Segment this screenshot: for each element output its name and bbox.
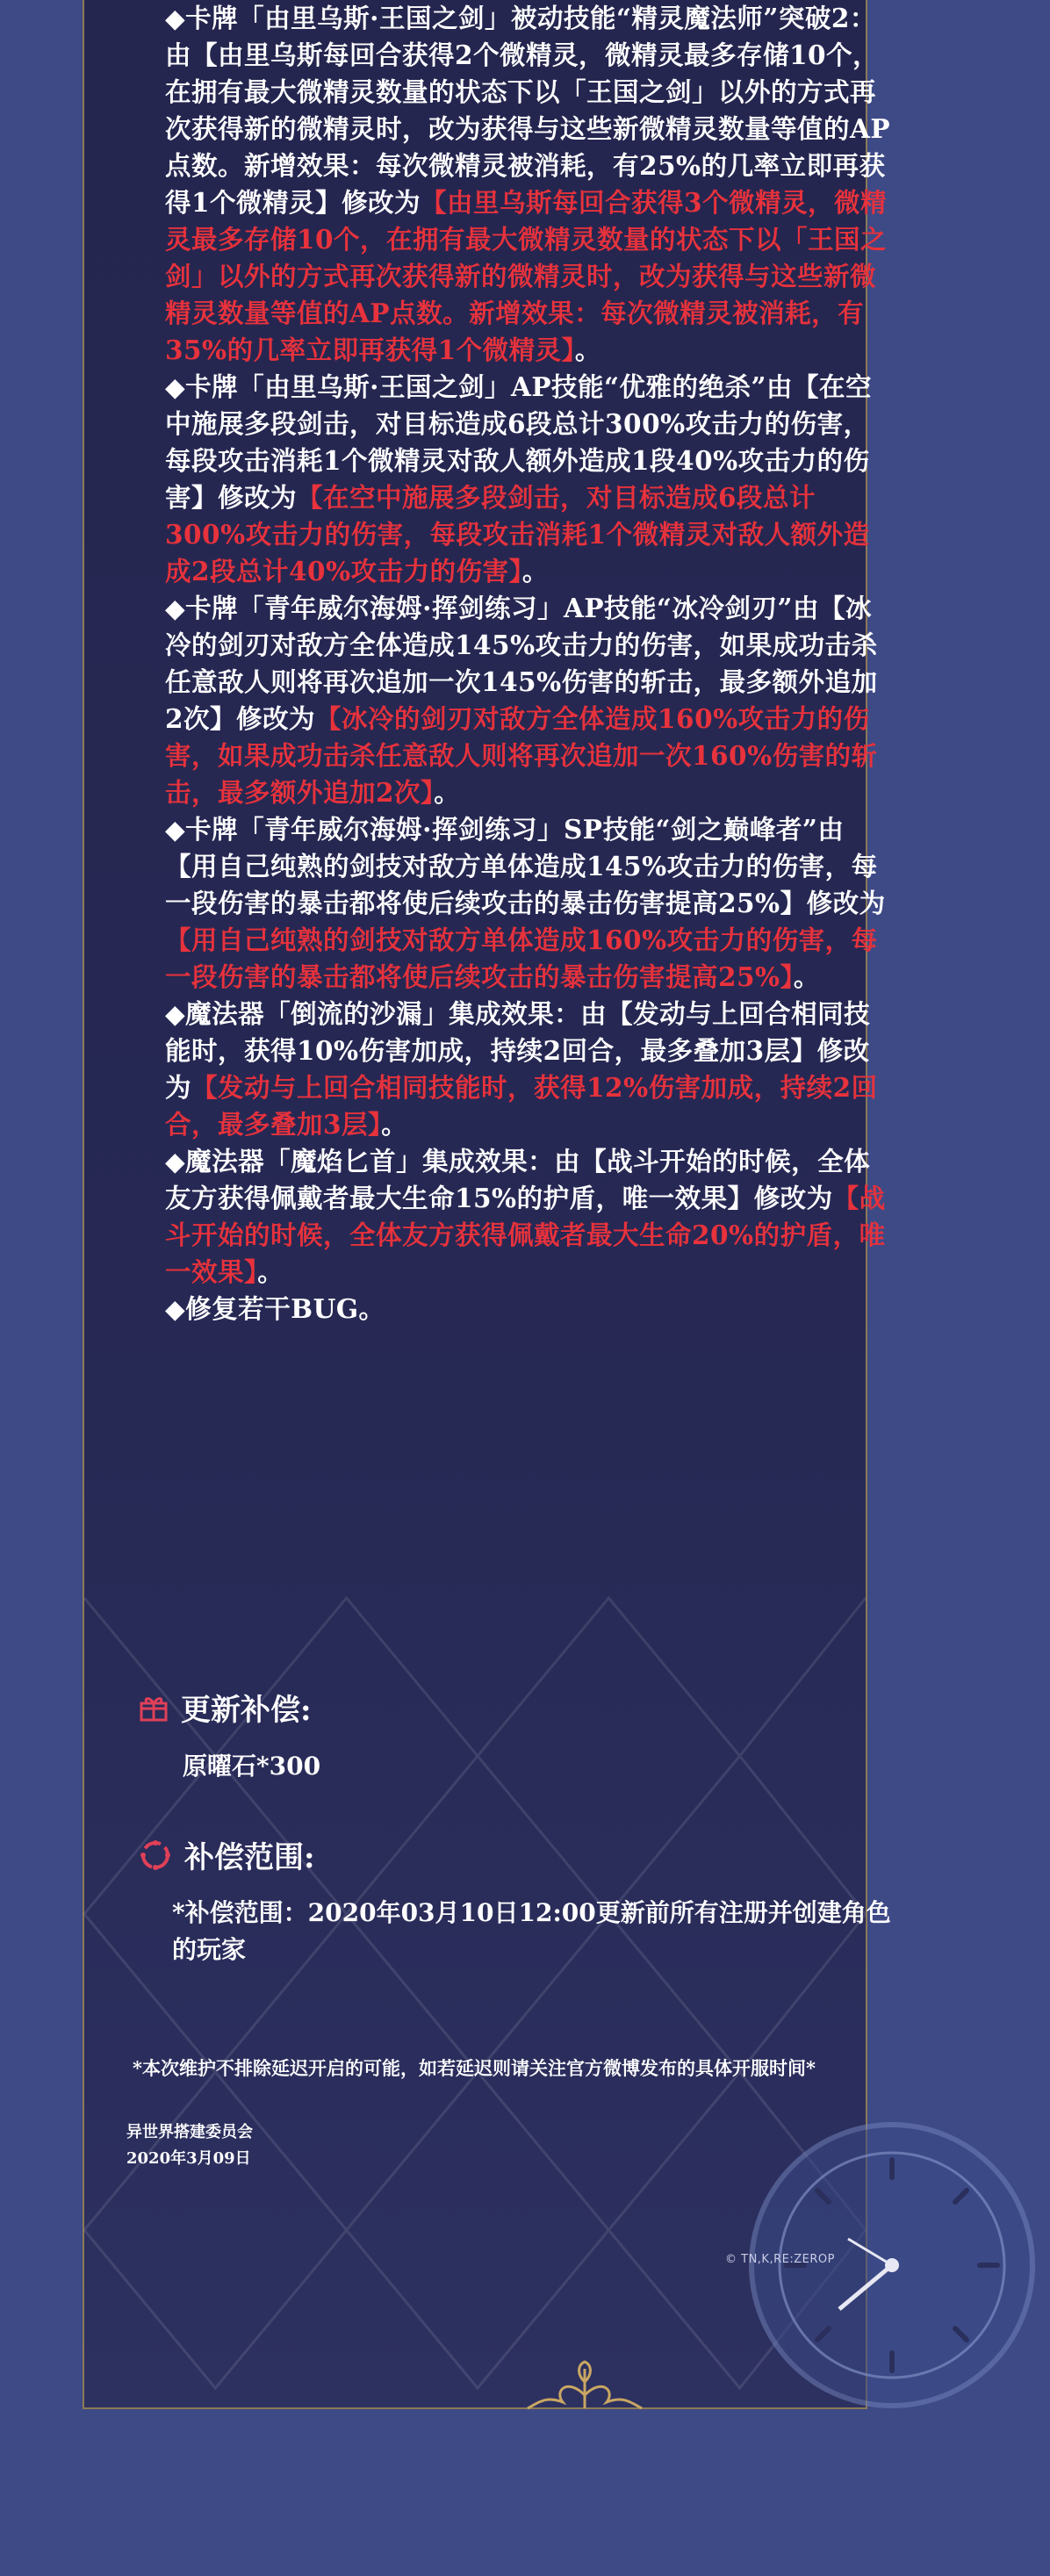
range-text: *补偿范围：2020年03月10日12:00更新前所有注册并创建角色的玩家 [172,1898,891,1964]
update-note [165,1143,894,1291]
note-new-value: 【冰冷的剑刃对敌方全体造成160%攻击力的伤害，如果成功击杀任意敌人则将再次追加一次160%伤害的斩击，最多额外追加2次】 [165,703,878,808]
update-note [165,996,894,1143]
update-note [165,811,894,996]
note-new-value: 【在空中施展多段剑击，对目标造成6段总计300%攻击力的伤害，每段攻击消耗1个微精灵对敌人额外造成2段总计40%攻击力的伤害】 [165,482,870,586]
range-heading [139,1833,315,1876]
notice-panel [83,0,891,2409]
publish-date: 2020年3月09日 [126,2149,251,2168]
note-text: ◆卡牌「青年威尔海姆·挥剑练习」SP技能“剑之巅峰者”由【用自己纯熟的剑技对敌方单体造成145%攻击力的伤害，每一段伤害的暴击都将使后续攻击的暴击伤害提高25%】修改为 [165,814,886,918]
update-note [165,369,894,590]
update-notes [165,0,894,1328]
note-text: ◆魔法器「倒流的沙漏」集成效果：由【发动与上回合相同技能时，获得10%伤害加成，持续2回合，最多叠加3层】修改为 [165,998,871,1103]
gift-icon [139,1693,169,1723]
compensation-value: 原曜石*300 [183,1752,321,1781]
note-text: 。 [257,1256,284,1287]
note-new-value: 【战斗开始的时候，全体友方获得佩戴者最大生命20%的护盾，唯一效果】 [165,1183,886,1287]
note-text: 。 [793,961,820,992]
note-text: 。 [521,556,549,586]
compensation-heading [139,1686,312,1729]
note-text: ◆修复若干BUG。 [165,1293,385,1324]
update-note [165,0,894,369]
note-text: 。 [574,335,601,365]
update-note [165,1291,894,1328]
note-new-value: 【由里乌斯每回合获得3个微精灵，微精灵最多存储10个，在拥有最大微精灵数量的状态下以「王国之剑」以外的方式再次获得新的微精灵时，改为获得与这些新微精灵数量等值的AP点数。新增效果：每次微精灵被消耗，有35%的几率立即再获得1个微精灵】 [165,187,888,365]
copyright-text: © TN,K,RE:ZEROP [725,2253,835,2266]
signature: 异世界搭建委员会 [126,2123,253,2141]
maintenance-footnote: *本次维护不排除延迟开启的可能，如若延迟则请关注官方微博发布的具体开服时间* [133,2057,816,2079]
note-text: ◆魔法器「魔焰匕首」集成效果：由【战斗开始的时候，全体友方获得佩戴者最大生命15%的护盾，唯一效果】修改为 [165,1146,871,1213]
note-text: ◆卡牌「由里乌斯·王国之剑」AP技能“优雅的绝杀”由【在空中施展多段剑击，对目标造成6段总计300%攻击力的伤害，每段攻击消耗1个微精灵对敌人额外造成1段40%攻击力的伤害】修改为 [165,371,872,513]
ornament-icon [519,2360,651,2413]
note-text: ◆卡牌「青年威尔海姆·挥剑练习」AP技能“冰冷剑刃”由【冰冷的剑刃对敌方全体造成145%攻击力的伤害，如果成功击杀任意敌人则将再次追加一次145%伤害的斩击，最多额外追加2次】修改为 [165,593,878,734]
compensation-title: 更新补偿: [181,1693,312,1728]
note-text: 。 [434,777,461,808]
note-new-value: 【用自己纯熟的剑技对敌方单体造成160%攻击力的伤害，每一段伤害的暴击都将使后续攻击的暴击伤害提高25%】 [165,925,878,992]
note-text: ◆卡牌「由里乌斯·王国之剑」被动技能“精灵魔法师”突破2：由【由里乌斯每回合获得2个微精灵，微精灵最多存储10个，在拥有最大微精灵数量的状态下以「王国之剑」以外的方式再次获得新的微精灵时，改为获得与这些新微精灵数量等值的AP点数。新增效果：每次微精灵被消耗，有25%的几率立即再获得1个微精灵】修改为 [165,3,891,218]
note-text: 。 [381,1109,408,1140]
note-new-value: 【发动与上回合相同技能时，获得12%伤害加成，持续2回合，最多叠加3层】 [165,1072,878,1140]
ring-icon [139,1838,172,1872]
range-title: 补偿范围: [184,1840,315,1875]
update-note [165,590,894,811]
